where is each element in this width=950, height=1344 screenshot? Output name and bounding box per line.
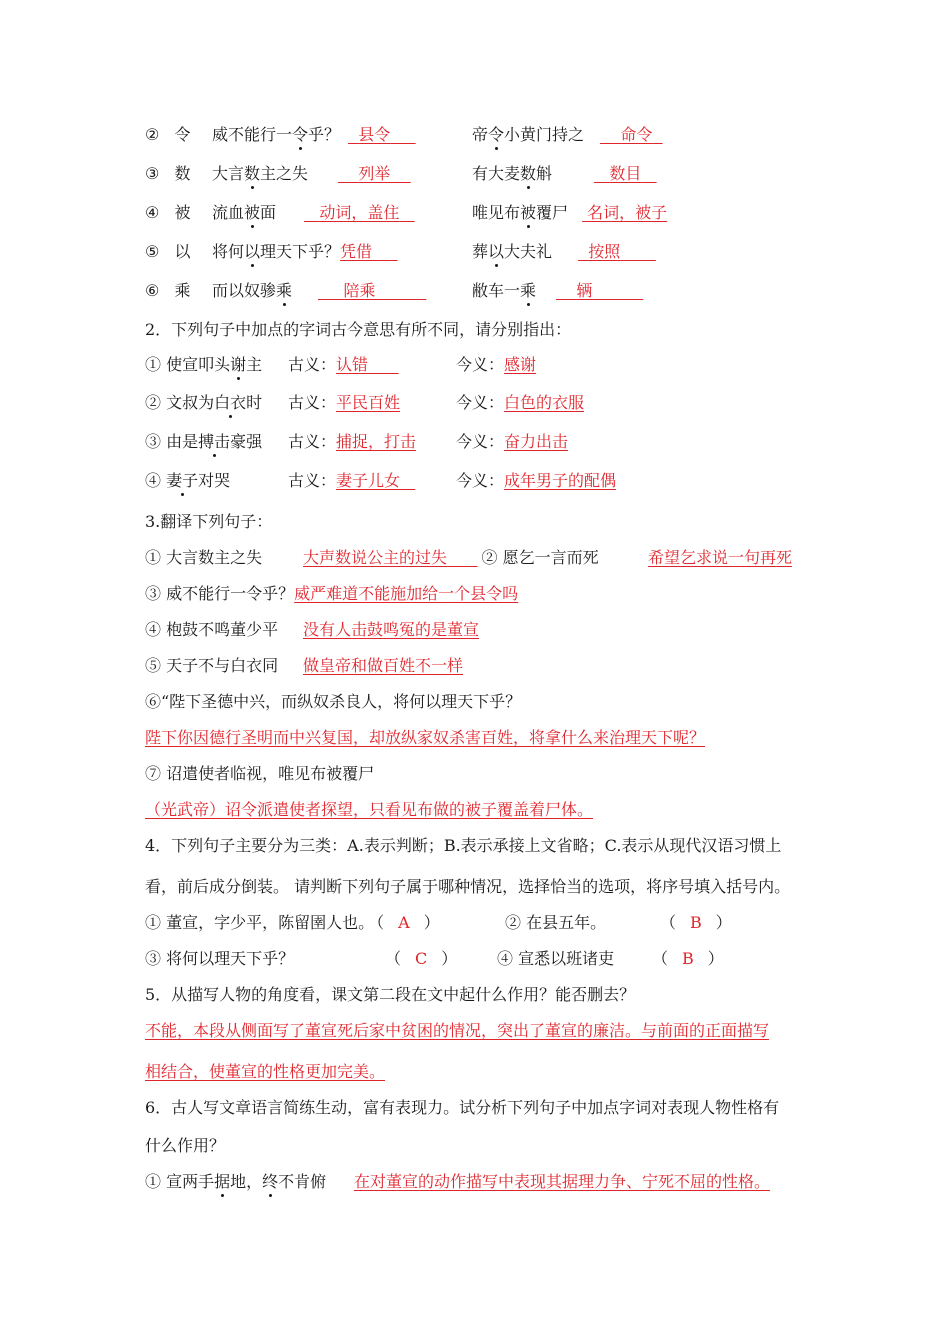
q2-gu: 古义：认错 bbox=[288, 355, 399, 375]
answer: 在对董宣的动作描写中表现其据理力争、宁死不屈的性格。 bbox=[354, 1172, 771, 1191]
key-char: 以 bbox=[174, 242, 191, 261]
q1-sentence-2: 敝车一乘 辆 bbox=[472, 281, 643, 301]
q1-sentence-1: 大言数主之失 列举 bbox=[212, 164, 411, 184]
q4-line: 看，前后成分倒装。 请判断下列句子属于哪种情况，选择恰当的选项，将序号填入括号内。 bbox=[145, 877, 791, 896]
dotted-char: 数 bbox=[244, 164, 261, 183]
answer: 辆 bbox=[576, 281, 593, 300]
item-number: ③ bbox=[145, 164, 160, 183]
q3-answer bbox=[303, 656, 463, 676]
key-char: 数 bbox=[174, 164, 191, 183]
q1-row bbox=[145, 281, 190, 301]
q2-jin: 今义：感谢 bbox=[456, 355, 537, 374]
q3-row: ⑤ 天子不与白衣同 bbox=[145, 656, 279, 675]
q1-sentence-2: 葬以大夫礼 按照 bbox=[472, 242, 656, 262]
q2-row: ② 文叔为白衣时 bbox=[145, 393, 263, 412]
q1-sentence-1: 威不能行一令乎？ 县令 bbox=[212, 125, 416, 145]
dotted-char: 以 bbox=[488, 242, 505, 261]
q4-item: ② 在县五年。 bbox=[505, 913, 607, 932]
answer: 凭借 bbox=[340, 242, 373, 261]
q1-row bbox=[145, 164, 190, 184]
q2-gu: 古义：平民百姓 bbox=[288, 393, 401, 412]
q5-title: 5．从描写人物的角度看，课文第二段在文中起什么作用？能否删去？ bbox=[145, 985, 636, 1004]
q1-sentence-2: 帝令小黄门持之 命令 bbox=[472, 125, 663, 145]
q6-line: 6．古人写文章语言简练生动，富有表现力。试分析下列句子中加点字词对表现人物性格有 bbox=[145, 1098, 780, 1117]
q3-answer bbox=[648, 548, 792, 568]
q1-row bbox=[145, 125, 190, 145]
q3-answer: 大声数说公主的过失 ② 愿乞一言而死 bbox=[303, 548, 599, 567]
answer: （光武帝）诏令派遣使者探望，只看见布做的被子覆盖着尸体。 bbox=[145, 800, 594, 819]
answer: 白色的衣服 bbox=[504, 393, 585, 412]
item-number: ⑤ bbox=[145, 242, 160, 261]
dotted-char: 搏击 bbox=[198, 432, 231, 451]
q3-row: ③ 威不能行一令乎？威严难道不能施加给一个县令吗 bbox=[145, 584, 519, 603]
q2-gu: 古义：捕捉，打击 bbox=[288, 432, 417, 451]
item-number: ② bbox=[145, 125, 160, 144]
dotted-char: 白衣 bbox=[214, 393, 247, 412]
q1-row bbox=[145, 203, 190, 223]
dotted-char: 被 bbox=[520, 203, 537, 222]
key-char: 被 bbox=[174, 203, 191, 222]
answer: 成年男子的配偶 bbox=[504, 471, 617, 490]
key-char: 乘 bbox=[174, 281, 191, 300]
q1-sentence-1: 将何以理天下乎？凭借 bbox=[212, 242, 398, 262]
item-number: ⑥ bbox=[145, 281, 160, 300]
q4-item: ③ 将何以理天下乎？ bbox=[145, 949, 295, 968]
q4-item: ① 董宣，字少平，陈留圉人也。 （ A ） bbox=[145, 913, 440, 932]
q3-row: ④ 枹鼓不鸣董少平 bbox=[145, 620, 279, 639]
q4-item: ④ 宣悉以班诸吏 bbox=[497, 949, 615, 968]
answer: 列举 bbox=[358, 164, 391, 183]
q3-title: 3.翻译下列句子： bbox=[145, 512, 273, 531]
answer: 做皇帝和做百姓不一样 bbox=[303, 656, 464, 675]
answer: 陛下你因德行圣明而中兴复国，却放纵家奴杀害百姓，将拿什么来治理天下呢？ bbox=[145, 728, 706, 747]
q1-row bbox=[145, 242, 190, 262]
q4-line: 4．下列句子主要分为三类：A.表示判断；B.表示承接上文省略；C.表示从现代汉语习惯上 bbox=[145, 836, 782, 855]
answer: 不能，本段从侧面写了董宣死后家中贫困的情况，突出了董宣的廉洁。与前面的正面描写 bbox=[145, 1021, 770, 1040]
dotted-char: 令 bbox=[488, 125, 505, 144]
dotted-char: 数 bbox=[520, 164, 537, 183]
answer: 平民百姓 bbox=[336, 393, 401, 412]
q4-item: （ B ） bbox=[652, 949, 724, 968]
q2-jin: 今义：成年男子的配偶 bbox=[456, 471, 617, 490]
q6-row: ① 宣两手据地，终不肯俯 bbox=[145, 1172, 327, 1191]
dotted-char: 乘 bbox=[520, 281, 537, 300]
answer: 希望乞求说一句再死 bbox=[648, 548, 793, 567]
answer: 命令 bbox=[620, 125, 653, 144]
answer: 按照 bbox=[588, 242, 621, 261]
answer: 没有人击鼓鸣冤的是董宣 bbox=[303, 620, 480, 639]
answer: 妻子儿女 bbox=[336, 471, 401, 490]
q1-sentence-1: 流血被面 动词，盖住 bbox=[212, 203, 415, 223]
q1-sentence-2: 唯见布被覆尸 名词，被子 bbox=[472, 203, 668, 222]
q1-sentence-2: 有大麦数斛 数目 bbox=[472, 164, 657, 184]
q3-answer bbox=[303, 620, 479, 640]
answer: 名词，被子 bbox=[587, 203, 668, 222]
answer: 动词，盖住 bbox=[319, 203, 400, 222]
answer: 陪乘 bbox=[343, 281, 376, 300]
q3-row: ⑦ 诏遣使者临视，唯见布被覆尸 bbox=[145, 764, 375, 783]
key-char: 令 bbox=[174, 125, 191, 144]
q3-row: ① 大言数主之失 bbox=[145, 548, 263, 567]
q3-row: ⑥“陛下圣德中兴，而纵奴杀良人，将何以理天下乎？ bbox=[145, 692, 522, 711]
dotted-char: 据 bbox=[214, 1172, 231, 1191]
q2-jin: 今义：白色的衣服 bbox=[456, 393, 585, 412]
q2-row: ① 使宣叩头谢主 bbox=[145, 355, 263, 374]
dotted-char: 令 bbox=[292, 125, 309, 144]
answer: 县令 bbox=[358, 125, 391, 144]
q2-title: 2．下列句子中加点的字词古今意思有所不同，请分别指出： bbox=[145, 320, 572, 339]
q6-line: 什么作用？ bbox=[145, 1136, 226, 1155]
item-number: ④ bbox=[145, 203, 160, 222]
q2-row: ④ 妻子对哭 bbox=[145, 471, 231, 490]
answer: 大声数说公主的过失 bbox=[303, 548, 448, 567]
q1-sentence-1: 而以奴骖乘 陪乘 bbox=[212, 281, 426, 301]
dotted-char: 被 bbox=[244, 203, 261, 222]
q2-gu: 古义：妻子儿女 bbox=[288, 471, 415, 491]
answer: 奋力出击 bbox=[504, 432, 569, 451]
q4-item: （ C ） bbox=[385, 949, 458, 968]
dotted-char: 乘 bbox=[276, 281, 293, 300]
dotted-char: 以 bbox=[244, 242, 261, 261]
answer: 数目 bbox=[609, 164, 642, 183]
q2-row: ③ 由是搏击豪强 bbox=[145, 432, 263, 451]
dotted-char: 谢 bbox=[230, 355, 247, 374]
answer: 认错 bbox=[336, 355, 369, 374]
answer: 捕捉，打击 bbox=[336, 432, 417, 451]
answer: 相结合，使董宣的性格更加完美。 bbox=[145, 1062, 386, 1081]
q4-item: （ B ） bbox=[660, 913, 732, 932]
answer: 感谢 bbox=[504, 355, 537, 374]
dotted-char: 终 bbox=[262, 1172, 279, 1191]
q2-jin: 今义：奋力出击 bbox=[456, 432, 569, 451]
dotted-char: 妻子 bbox=[166, 471, 199, 490]
answer: 威严难道不能施加给一个县令吗 bbox=[294, 584, 519, 603]
